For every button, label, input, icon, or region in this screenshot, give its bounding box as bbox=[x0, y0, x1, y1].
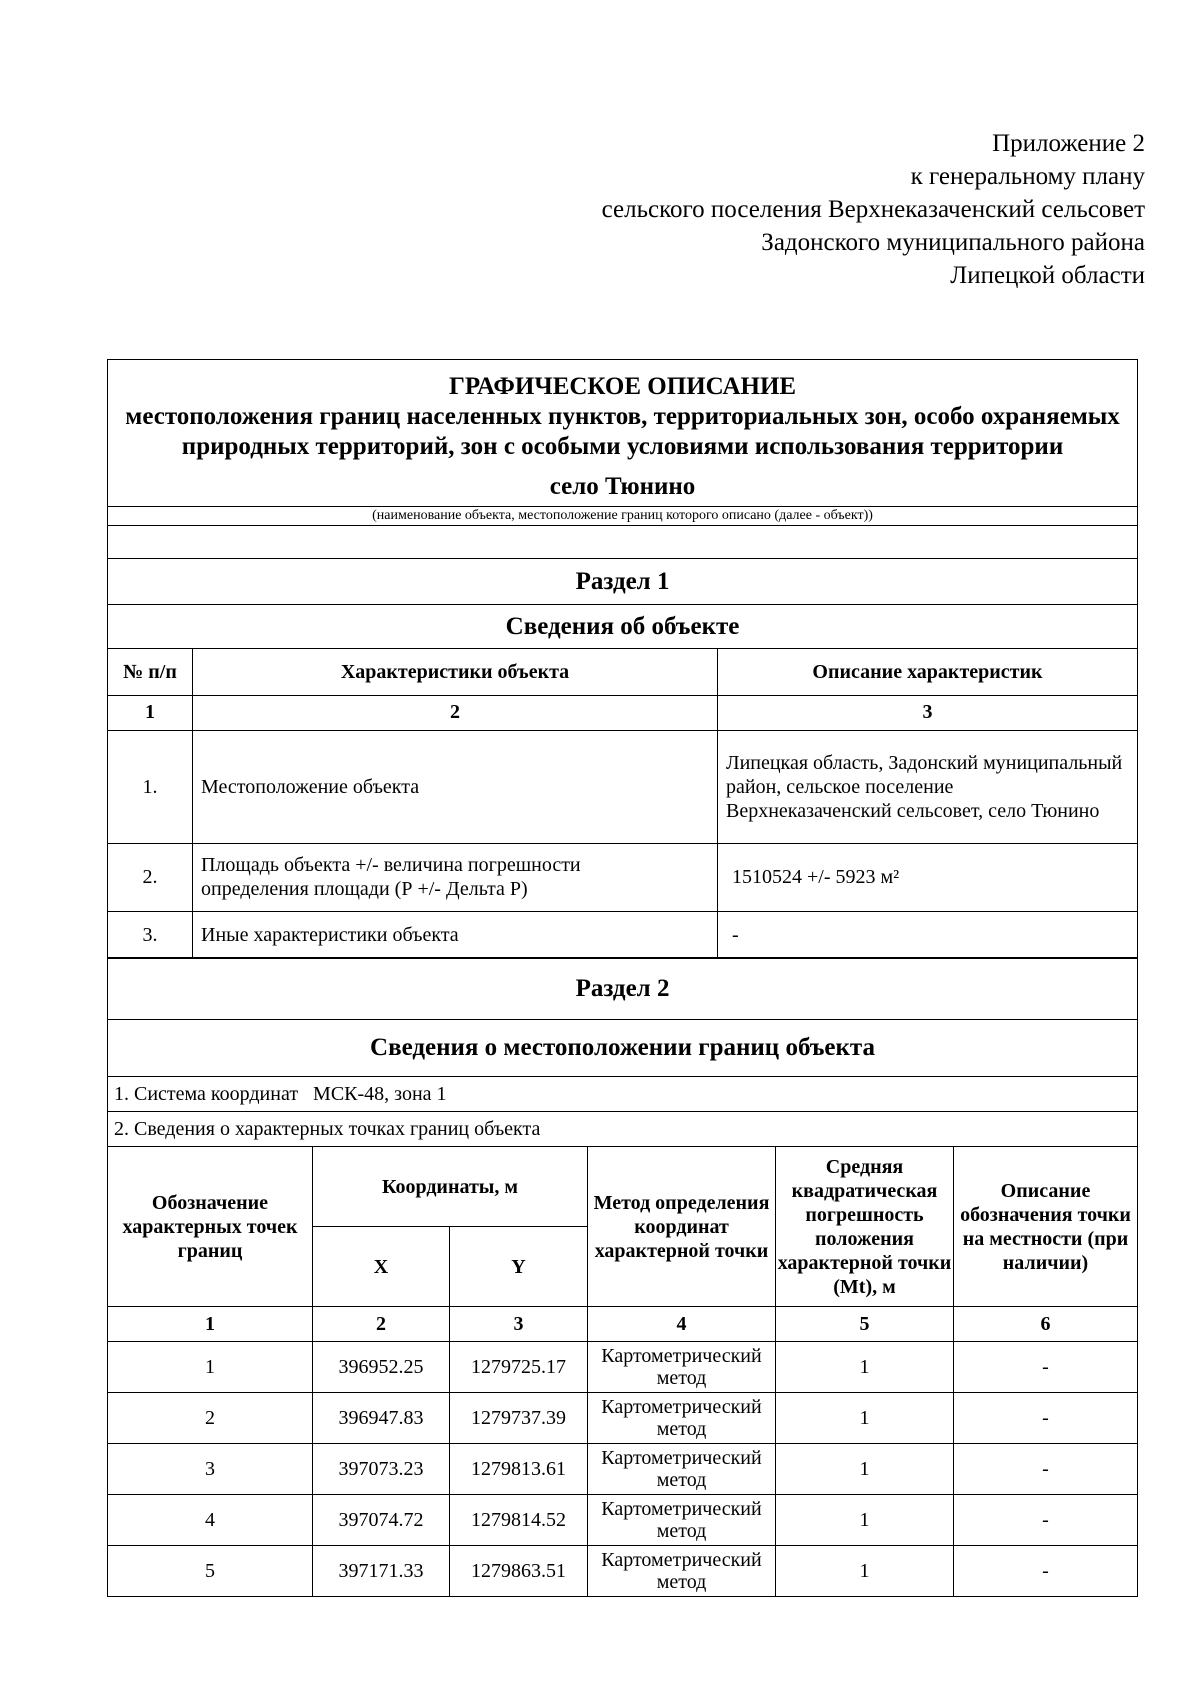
appendix-note bbox=[602, 127, 1145, 292]
object-caption: (наименование объекта, местоположение границ которого описано (далее - объект)) bbox=[108, 507, 1138, 526]
table-row bbox=[108, 843, 1138, 911]
point-error: 1 bbox=[776, 1393, 954, 1444]
document-subtitle: местоположения границ населенных пунктов, территориальных зон, особо охраняемых природных территорий, зон с особыми условиями использования территории bbox=[125, 403, 1120, 460]
appendix-line: Липецкой области bbox=[950, 262, 1145, 289]
col-header-x: X bbox=[313, 1227, 450, 1307]
row-number: 2. bbox=[108, 843, 193, 911]
document-title: ГРАФИЧЕСКОЕ ОПИСАНИЕ bbox=[448, 373, 797, 400]
table-row bbox=[108, 1546, 1138, 1597]
point-y: 1279863.51 bbox=[450, 1546, 588, 1597]
point-x: 397171.33 bbox=[313, 1546, 450, 1597]
section1-subtitle: Сведения об объекте bbox=[108, 605, 1138, 649]
characteristic-value: Липецкая область, Задонский муниципальный район, сельское поселение Верхнеказаченский сельсовет, село Тюнино bbox=[718, 730, 1138, 843]
appendix-line: Задонского муниципального района bbox=[761, 229, 1145, 256]
section1-title: Раздел 1 bbox=[108, 559, 1138, 605]
point-method: Картометрический метод bbox=[588, 1342, 776, 1393]
point-description: - bbox=[954, 1444, 1138, 1495]
point-method: Картометрический метод bbox=[588, 1444, 776, 1495]
document-header bbox=[108, 360, 1138, 507]
point-x: 396952.25 bbox=[313, 1342, 450, 1393]
appendix-line: сельского поселения Верхнеказаченский сельсовет bbox=[601, 196, 1145, 223]
col-header: Описание характеристик bbox=[718, 648, 1138, 695]
col-number: 3 bbox=[450, 1307, 588, 1342]
point-error: 1 bbox=[776, 1546, 954, 1597]
document-form bbox=[107, 359, 1137, 1597]
col-header-error: Средняя квадратическая погрешность положения характерной точки (Mt), м bbox=[776, 1147, 954, 1307]
table-row bbox=[108, 1342, 1138, 1393]
object-info-table bbox=[107, 648, 1138, 959]
characteristic-name: Иные характеристики объекта bbox=[193, 911, 718, 958]
col-header: Характеристики объекта bbox=[193, 648, 718, 695]
appendix-line: Приложение 2 bbox=[992, 130, 1145, 157]
point-x: 397074.72 bbox=[313, 1495, 450, 1546]
col-header-method: Метод определения координат характерной точки bbox=[588, 1147, 776, 1307]
point-description: - bbox=[954, 1393, 1138, 1444]
point-x: 396947.83 bbox=[313, 1393, 450, 1444]
col-number: 1 bbox=[108, 695, 193, 730]
point-y: 1279813.61 bbox=[450, 1444, 588, 1495]
point-id: 2 bbox=[108, 1393, 313, 1444]
col-number: 2 bbox=[313, 1307, 450, 1342]
point-error: 1 bbox=[776, 1342, 954, 1393]
boundary-table bbox=[107, 957, 1138, 1597]
col-header: № п/п bbox=[108, 648, 193, 695]
table-row bbox=[108, 1444, 1138, 1495]
section2-subtitle: Сведения о местоположении границ объекта bbox=[108, 1020, 1138, 1077]
point-error: 1 bbox=[776, 1444, 954, 1495]
row-number: 3. bbox=[108, 911, 193, 958]
appendix-line: к генеральному плану bbox=[910, 163, 1145, 190]
col-number: 4 bbox=[588, 1307, 776, 1342]
point-id: 1 bbox=[108, 1342, 313, 1393]
characteristic-name: Местоположение объекта bbox=[193, 730, 718, 843]
characteristic-name: Площадь объекта +/- величина погрешности определения площади (Р +/- Дельта Р) bbox=[193, 843, 718, 911]
point-method: Картометрический метод bbox=[588, 1546, 776, 1597]
object-name: село Тюнино bbox=[549, 473, 696, 500]
point-method: Картометрический метод bbox=[588, 1393, 776, 1444]
points-caption: 2. Сведения о характерных точках границ объекта bbox=[108, 1112, 1138, 1147]
col-header-designation: Обозначение характерных точек границ bbox=[108, 1147, 313, 1307]
point-error: 1 bbox=[776, 1495, 954, 1546]
table-row bbox=[108, 1495, 1138, 1546]
point-x: 397073.23 bbox=[313, 1444, 450, 1495]
point-y: 1279814.52 bbox=[450, 1495, 588, 1546]
col-header-y: Y bbox=[450, 1227, 588, 1307]
col-number: 5 bbox=[776, 1307, 954, 1342]
point-id: 3 bbox=[108, 1444, 313, 1495]
characteristic-value: - bbox=[718, 911, 1138, 958]
point-description: - bbox=[954, 1495, 1138, 1546]
table-row bbox=[108, 1393, 1138, 1444]
point-y: 1279737.39 bbox=[450, 1393, 588, 1444]
point-description: - bbox=[954, 1342, 1138, 1393]
col-number: 1 bbox=[108, 1307, 313, 1342]
form-table bbox=[107, 359, 1138, 649]
table-row bbox=[108, 911, 1138, 958]
row-number: 1. bbox=[108, 730, 193, 843]
coordinate-system: 1. Система координат МСК-48, зона 1 bbox=[108, 1077, 1138, 1112]
col-number: 3 bbox=[718, 695, 1138, 730]
point-method: Картометрический метод bbox=[588, 1495, 776, 1546]
col-header-coordinates: Координаты, м bbox=[313, 1147, 588, 1227]
table-row bbox=[108, 730, 1138, 843]
spacer-row bbox=[108, 526, 1138, 559]
point-y: 1279725.17 bbox=[450, 1342, 588, 1393]
point-id: 5 bbox=[108, 1546, 313, 1597]
characteristic-value: 1510524 +/- 5923 м² bbox=[718, 843, 1138, 911]
col-number: 2 bbox=[193, 695, 718, 730]
point-description: - bbox=[954, 1546, 1138, 1597]
section2-title: Раздел 2 bbox=[108, 958, 1138, 1020]
col-header-description: Описание обозначения точки на местности (при наличии) bbox=[954, 1147, 1138, 1307]
col-number: 6 bbox=[954, 1307, 1138, 1342]
point-id: 4 bbox=[108, 1495, 313, 1546]
